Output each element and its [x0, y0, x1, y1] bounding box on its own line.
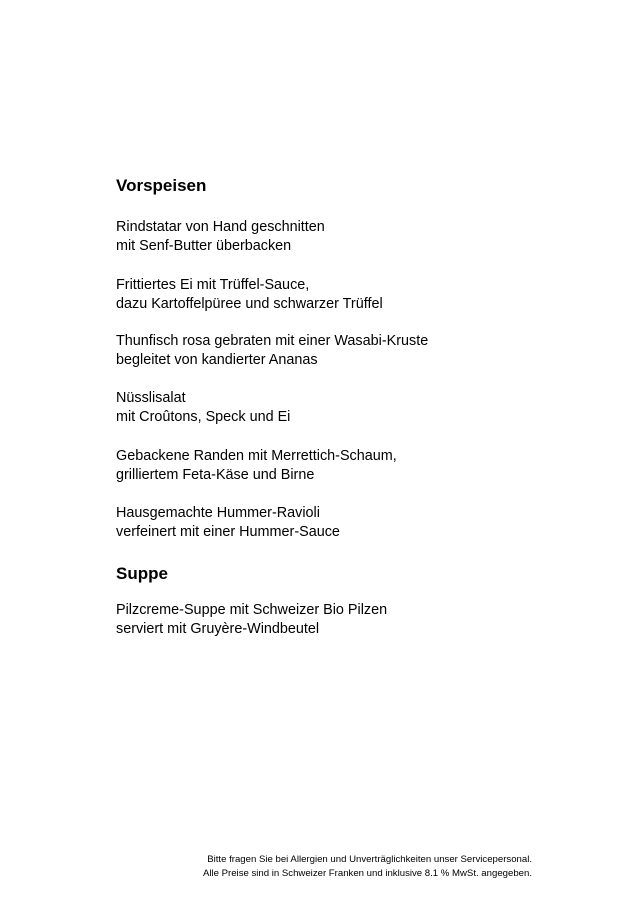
dish-name: Nüsslisalat — [116, 390, 186, 406]
footer-allergy-note: Bitte fragen Sie bei Allergien und Unverträglichkeiten unser Servicepersonal. — [207, 854, 532, 865]
section-title-vorspeisen: Vorspeisen — [116, 176, 207, 195]
footer-price-note: Alle Preise sind in Schweizer Franken und inklusive 8.1 % MwSt. angegeben. — [202, 867, 532, 879]
dish-name: Thunfisch rosa gebraten mit einer Wasabi-Kruste — [116, 333, 429, 349]
dish-item — [116, 218, 325, 256]
dish-description: grilliertem Feta-Käse und Birne — [116, 467, 315, 483]
dish-item — [116, 504, 340, 542]
dish-description: begleitet von kandierter Ananas — [116, 352, 318, 368]
dish-item — [116, 447, 397, 485]
footer-note — [140, 853, 532, 880]
dish-name: Pilzcreme-Suppe mit Schweizer Bio Pilzen — [116, 602, 388, 618]
dish-name: Gebackene Randen mit Merrettich-Schaum, — [116, 448, 397, 464]
dish-name: Rindstatar von Hand geschnitten — [116, 219, 325, 235]
dish-item — [116, 332, 428, 370]
dish-item — [116, 389, 290, 427]
dish-description: mit Croûtons, Speck und Ei — [116, 409, 291, 425]
dish-description: mit Senf-Butter überbacken — [116, 238, 292, 254]
dish-name: Hausgemachte Hummer-Ravioli — [116, 505, 320, 521]
dish-description: serviert mit Gruyère-Windbeutel — [116, 621, 320, 637]
dish-description: dazu Kartoffelpüree und schwarzer Trüffel — [116, 296, 383, 312]
dish-item — [116, 276, 383, 314]
section-title-suppe: Suppe — [116, 564, 168, 583]
dish-item — [116, 601, 387, 639]
dish-description: verfeinert mit einer Hummer-Sauce — [116, 524, 340, 540]
dish-name: Frittiertes Ei mit Trüffel-Sauce, — [116, 277, 310, 293]
